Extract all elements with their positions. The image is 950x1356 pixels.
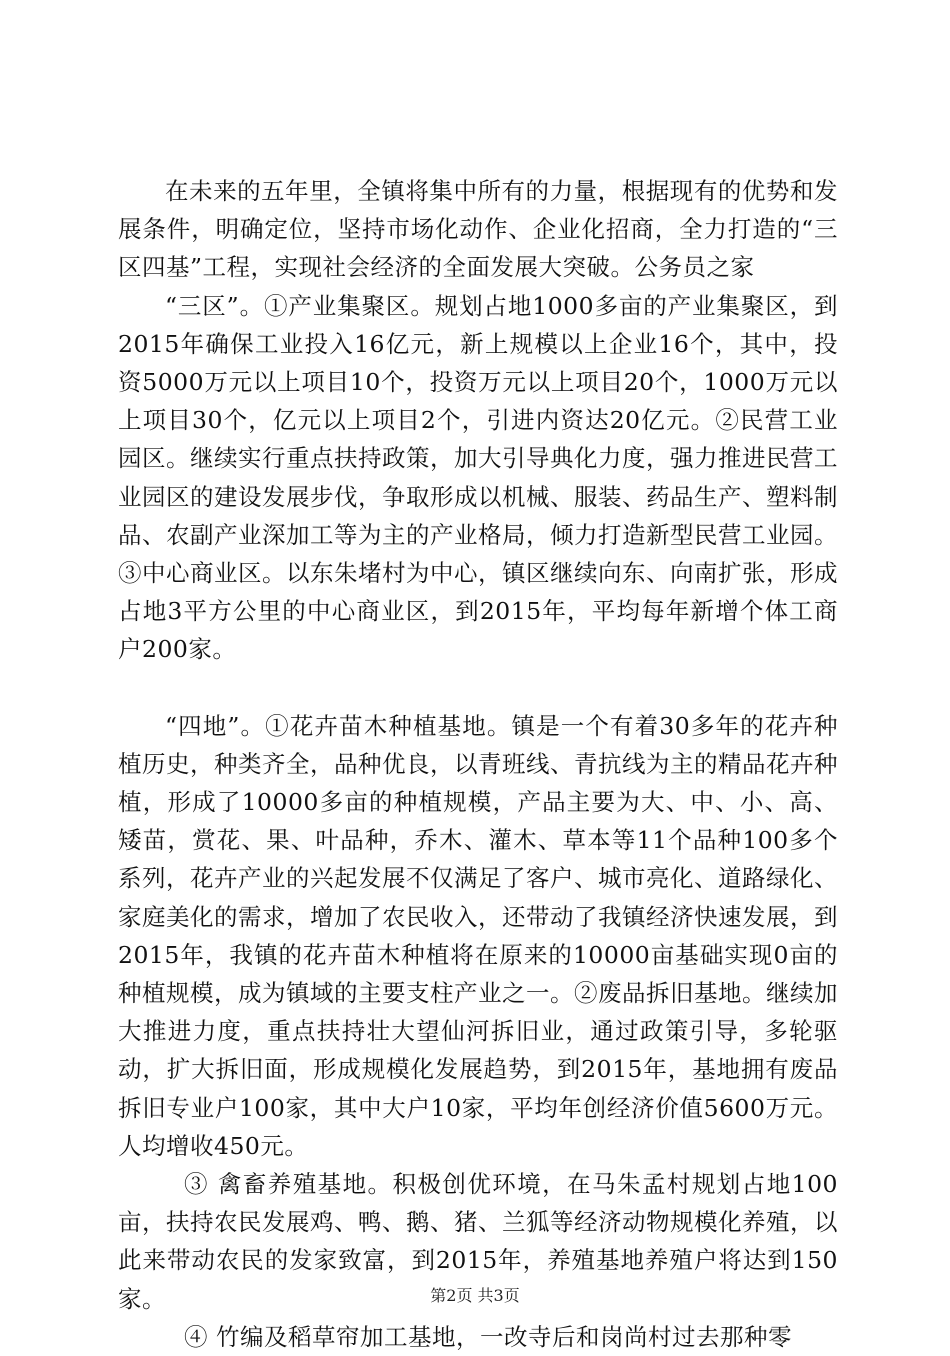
paragraph-four-bases: “四地”。①花卉苗木种植基地。镇是一个有着30多年的花卉种植历史，种类齐全，品种优良，以青班线、青抗线为主的精品花卉种植，形成了10000多亩的种植规模，产品主要为大、中、小、高、矮苗，赏花、果、叶品种，乔木、灌木、草本等11个品种100多个系列，花卉产业的兴起发展不仅满足了客户、城市亮化、道路绿化、家庭美化的需求，增加了农民收入，还带动了我镇经济快速发展，到2015年，我镇的花卉苗木种植将在原来的10000亩基础实现0亩的种植规模，成为镇域的主要支柱产业之一。②废品拆旧基地。继续加大推进力度，重点扶持壮大望仙河拆旧业，通过政策引导，多轮驱动，扩大拆旧面，形成规模化发展趋势，到2015年，基地拥有废品拆旧专业户100家，其中大户10家，平均年创经济价值5600万元。人均增收450元。	[118, 711, 838, 1160]
page-number-footer: 第2页 共3页	[430, 1286, 520, 1305]
paragraph-three-zones: “三区”。①产业集聚区。规划占地1000多亩的产业集聚区，到2015年确保工业投入16亿元，新上规模以上企业16个，其中，投资5000万元以上项目10个，投资万元以上项目20个，1000万元以上项目30个，亿元以上项目2个，引进内资达20亿元。②民营工业园区。继续实行重点扶持政策，加大引导典化力度，强力推进民营工业园区的建设发展步伐，争取形成以机械、服装、药品生产、塑料制品、农副产业深加工等为主的产业格局，倾力打造新型民营工业园。③中心商业区。以东朱堵村为中心，镇区继续向东、向南扩张，形成占地3平方公里的中心商业区，到2015年，平均每年新增个体工商户200家。	[118, 291, 838, 664]
paragraph-gap	[118, 669, 838, 707]
paragraph-bamboo-base: ④ 竹编及稻草帘加工基地，一改寺后和岗尚村过去那种零	[184, 1322, 792, 1351]
document-body	[118, 172, 838, 1356]
paragraph-intro: 在未来的五年里，全镇将集中所有的力量，根据现有的优势和发展条件，明确定位，坚持市场化动作、企业化招商，全力打造的“三区四基”工程，实现社会经济的全面发展大突破。公务员之家	[118, 177, 838, 282]
paragraph-livestock-base: ③ 禽畜养殖基地。积极创优环境，在马朱孟村规划占地100亩，扶持农民发展鸡、鸭、鹅、猪、兰狐等经济动物规模化养殖，以此来带动农民的发家致富，到2015年，养殖基地养殖户将达到150家。	[118, 1170, 838, 1313]
